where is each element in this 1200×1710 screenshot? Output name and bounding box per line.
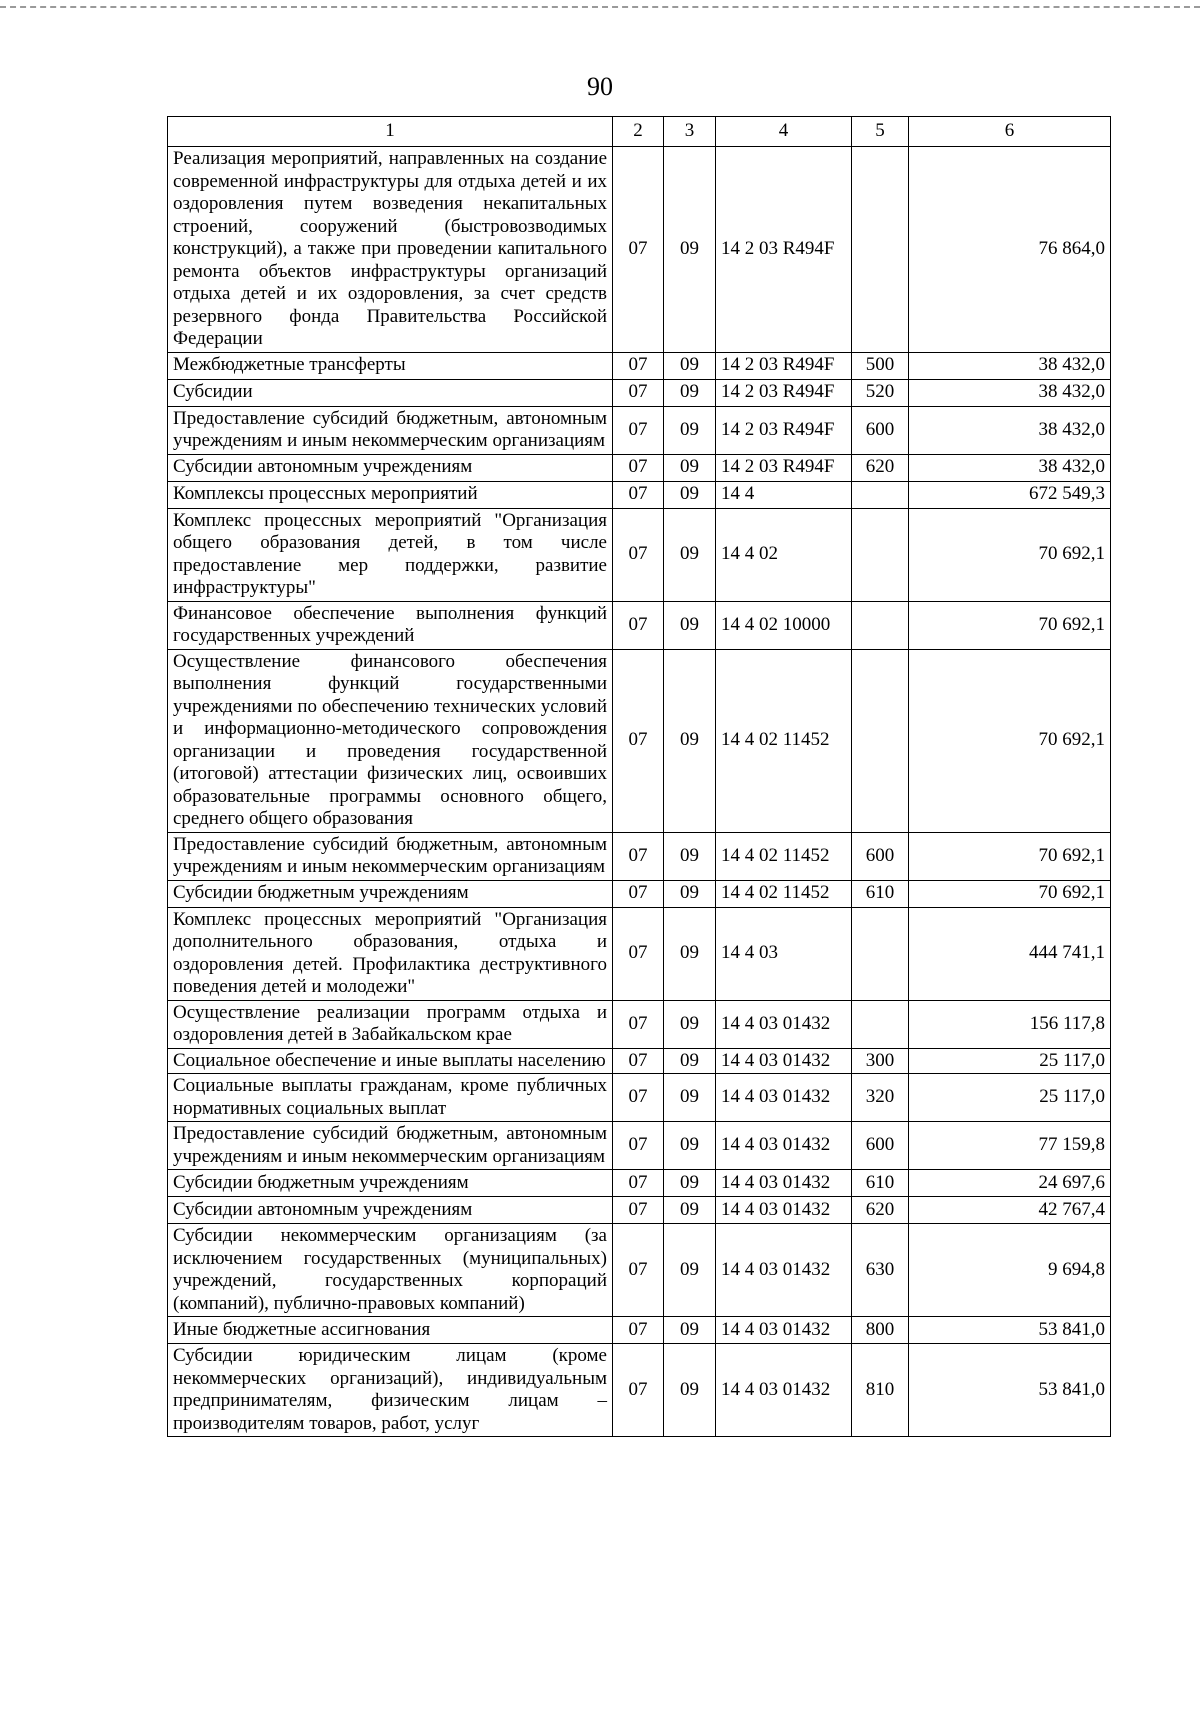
- row-subsection-cell: 09: [664, 1344, 716, 1437]
- row-section-cell: 07: [613, 1197, 664, 1224]
- row-expense-type-cell: 600: [852, 832, 909, 880]
- row-name-cell: Предоставление субсидий бюджетным, автономным учреждениям и иным некоммерческим организациям: [168, 1122, 613, 1170]
- row-subsection-cell: 09: [664, 1317, 716, 1344]
- page-number: 90: [587, 72, 613, 101]
- row-expense-type-cell: 520: [852, 379, 909, 406]
- row-target-article-cell: 14 2 03 R494F: [716, 147, 852, 353]
- row-name-cell: Финансовое обеспечение выполнения функций государственных учреждений: [168, 601, 613, 649]
- row-amount-cell: 38 432,0: [909, 406, 1111, 454]
- table-row: [168, 406, 1111, 454]
- table-row: [168, 1197, 1111, 1224]
- row-name-cell: Социальное обеспечение и иные выплаты населению: [168, 1048, 613, 1074]
- budget-table-body: [168, 117, 1111, 1437]
- row-target-article-cell: 14 2 03 R494F: [716, 406, 852, 454]
- table-row: [168, 508, 1111, 601]
- header-cell-2: 2: [613, 117, 664, 147]
- row-name-cell: Межбюджетные трансферты: [168, 352, 613, 379]
- top-border-line: [0, 6, 1200, 8]
- table-row: [168, 454, 1111, 481]
- row-subsection-cell: 09: [664, 481, 716, 508]
- row-section-cell: 07: [613, 907, 664, 1000]
- table-row: [168, 147, 1111, 353]
- row-amount-cell: 42 767,4: [909, 1197, 1111, 1224]
- row-section-cell: 07: [613, 1000, 664, 1048]
- row-name-cell: Субсидии некоммерческим организациям (за исключением государственных (муниципальных) учреждений, государственных корпораций (компаний), публично-правовых компаний): [168, 1224, 613, 1317]
- row-section-cell: 07: [613, 379, 664, 406]
- row-amount-cell: 70 692,1: [909, 649, 1111, 832]
- row-amount-cell: 25 117,0: [909, 1048, 1111, 1074]
- row-amount-cell: 9 694,8: [909, 1224, 1111, 1317]
- header-cell-5: 5: [852, 117, 909, 147]
- row-name-cell: Комплекс процессных мероприятий "Организация общего образования детей, в том числе предоставление мер поддержки, развитие инфраструктуры": [168, 508, 613, 601]
- row-target-article-cell: 14 4 02 11452: [716, 832, 852, 880]
- table-row: [168, 1074, 1111, 1122]
- row-target-article-cell: 14 4 03 01432: [716, 1048, 852, 1074]
- row-amount-cell: 25 117,0: [909, 1074, 1111, 1122]
- row-expense-type-cell: 600: [852, 406, 909, 454]
- table-row: [168, 481, 1111, 508]
- row-target-article-cell: 14 4 02 10000: [716, 601, 852, 649]
- header-cell-3: 3: [664, 117, 716, 147]
- row-name-cell: Субсидии: [168, 379, 613, 406]
- row-expense-type-cell: [852, 907, 909, 1000]
- row-amount-cell: 70 692,1: [909, 832, 1111, 880]
- row-name-cell: Субсидии бюджетным учреждениям: [168, 880, 613, 907]
- row-name-cell: Субсидии автономным учреждениям: [168, 454, 613, 481]
- row-subsection-cell: 09: [664, 1224, 716, 1317]
- row-subsection-cell: 09: [664, 508, 716, 601]
- row-expense-type-cell: 610: [852, 1170, 909, 1197]
- row-amount-cell: 53 841,0: [909, 1317, 1111, 1344]
- row-amount-cell: 70 692,1: [909, 880, 1111, 907]
- table-header-row: [168, 117, 1111, 147]
- row-target-article-cell: 14 4 03 01432: [716, 1170, 852, 1197]
- row-section-cell: 07: [613, 1224, 664, 1317]
- row-target-article-cell: 14 4 03: [716, 907, 852, 1000]
- row-subsection-cell: 09: [664, 1170, 716, 1197]
- row-name-cell: Реализация мероприятий, направленных на создание современной инфраструктуры для отдыха детей и их оздоровления путем возведения некапитальных строений, сооружений (быстровозводимых конструкций), а также при проведении капитального ремонта объектов инфраструктуры организаций отдыха детей и их оздоровления, за счет средств резервного фонда Правительства Российской Федерации: [168, 147, 613, 353]
- budget-table: [167, 116, 1111, 1437]
- table-row: [168, 1122, 1111, 1170]
- row-name-cell: Предоставление субсидий бюджетным, автономным учреждениям и иным некоммерческим организациям: [168, 406, 613, 454]
- row-subsection-cell: 09: [664, 1074, 716, 1122]
- row-target-article-cell: 14 4 03 01432: [716, 1074, 852, 1122]
- row-target-article-cell: 14 4: [716, 481, 852, 508]
- row-section-cell: 07: [613, 832, 664, 880]
- row-section-cell: 07: [613, 454, 664, 481]
- row-target-article-cell: 14 4 03 01432: [716, 1000, 852, 1048]
- row-name-cell: Субсидии юридическим лицам (кроме некоммерческих организаций), индивидуальным предпринимателям, физическим лицам – производителям товаров, работ, услуг: [168, 1344, 613, 1437]
- row-section-cell: 07: [613, 352, 664, 379]
- row-name-cell: Социальные выплаты гражданам, кроме публичных нормативных социальных выплат: [168, 1074, 613, 1122]
- row-subsection-cell: 09: [664, 880, 716, 907]
- row-subsection-cell: 09: [664, 649, 716, 832]
- row-subsection-cell: 09: [664, 352, 716, 379]
- row-amount-cell: 672 549,3: [909, 481, 1111, 508]
- row-expense-type-cell: 600: [852, 1122, 909, 1170]
- table-row: [168, 1317, 1111, 1344]
- row-expense-type-cell: 620: [852, 454, 909, 481]
- table-row: [168, 1048, 1111, 1074]
- row-subsection-cell: 09: [664, 379, 716, 406]
- row-expense-type-cell: [852, 481, 909, 508]
- row-expense-type-cell: 300: [852, 1048, 909, 1074]
- row-subsection-cell: 09: [664, 1000, 716, 1048]
- row-section-cell: 07: [613, 1048, 664, 1074]
- table-row: [168, 379, 1111, 406]
- row-subsection-cell: 09: [664, 907, 716, 1000]
- row-expense-type-cell: 800: [852, 1317, 909, 1344]
- row-amount-cell: 70 692,1: [909, 508, 1111, 601]
- row-section-cell: 07: [613, 508, 664, 601]
- row-target-article-cell: 14 4 03 01432: [716, 1344, 852, 1437]
- row-section-cell: 07: [613, 147, 664, 353]
- row-subsection-cell: 09: [664, 1048, 716, 1074]
- table-row: [168, 352, 1111, 379]
- table-row: [168, 1224, 1111, 1317]
- row-subsection-cell: 09: [664, 1122, 716, 1170]
- row-amount-cell: 38 432,0: [909, 454, 1111, 481]
- row-section-cell: 07: [613, 481, 664, 508]
- row-name-cell: Субсидии автономным учреждениям: [168, 1197, 613, 1224]
- row-target-article-cell: 14 4 03 01432: [716, 1197, 852, 1224]
- row-target-article-cell: 14 2 03 R494F: [716, 454, 852, 481]
- row-amount-cell: 77 159,8: [909, 1122, 1111, 1170]
- row-amount-cell: 76 864,0: [909, 147, 1111, 353]
- row-expense-type-cell: 620: [852, 1197, 909, 1224]
- row-expense-type-cell: 500: [852, 352, 909, 379]
- row-section-cell: 07: [613, 601, 664, 649]
- row-amount-cell: 38 432,0: [909, 352, 1111, 379]
- table-row: [168, 907, 1111, 1000]
- row-section-cell: 07: [613, 880, 664, 907]
- table-row: [168, 880, 1111, 907]
- row-subsection-cell: 09: [664, 832, 716, 880]
- row-section-cell: 07: [613, 1317, 664, 1344]
- row-target-article-cell: 14 4 03 01432: [716, 1317, 852, 1344]
- row-amount-cell: 24 697,6: [909, 1170, 1111, 1197]
- row-section-cell: 07: [613, 406, 664, 454]
- row-amount-cell: 70 692,1: [909, 601, 1111, 649]
- row-target-article-cell: 14 4 02 11452: [716, 649, 852, 832]
- row-name-cell: Субсидии бюджетным учреждениям: [168, 1170, 613, 1197]
- row-amount-cell: 38 432,0: [909, 379, 1111, 406]
- row-section-cell: 07: [613, 649, 664, 832]
- row-expense-type-cell: [852, 1000, 909, 1048]
- row-name-cell: Комплексы процессных мероприятий: [168, 481, 613, 508]
- header-cell-4: 4: [716, 117, 852, 147]
- row-expense-type-cell: 320: [852, 1074, 909, 1122]
- row-target-article-cell: 14 4 03 01432: [716, 1122, 852, 1170]
- row-expense-type-cell: [852, 601, 909, 649]
- row-amount-cell: 53 841,0: [909, 1344, 1111, 1437]
- row-section-cell: 07: [613, 1170, 664, 1197]
- row-section-cell: 07: [613, 1074, 664, 1122]
- row-amount-cell: 444 741,1: [909, 907, 1111, 1000]
- row-subsection-cell: 09: [664, 601, 716, 649]
- row-name-cell: Комплекс процессных мероприятий "Организация дополнительного образования, отдыха и оздоровления детей. Профилактика деструктивного поведения детей и молодежи": [168, 907, 613, 1000]
- table-row: [168, 649, 1111, 832]
- row-name-cell: Иные бюджетные ассигнования: [168, 1317, 613, 1344]
- row-section-cell: 07: [613, 1122, 664, 1170]
- row-target-article-cell: 14 4 02: [716, 508, 852, 601]
- row-expense-type-cell: 810: [852, 1344, 909, 1437]
- row-amount-cell: 156 117,8: [909, 1000, 1111, 1048]
- table-row: [168, 1000, 1111, 1048]
- table-row: [168, 832, 1111, 880]
- row-expense-type-cell: [852, 147, 909, 353]
- row-subsection-cell: 09: [664, 454, 716, 481]
- row-name-cell: Осуществление реализации программ отдыха и оздоровления детей в Забайкальском крае: [168, 1000, 613, 1048]
- table-row: [168, 601, 1111, 649]
- row-subsection-cell: 09: [664, 1197, 716, 1224]
- row-expense-type-cell: [852, 649, 909, 832]
- row-target-article-cell: 14 4 03 01432: [716, 1224, 852, 1317]
- row-section-cell: 07: [613, 1344, 664, 1437]
- header-cell-6: 6: [909, 117, 1111, 147]
- row-target-article-cell: 14 2 03 R494F: [716, 352, 852, 379]
- table-row: [168, 1170, 1111, 1197]
- header-cell-1: 1: [168, 117, 613, 147]
- row-name-cell: Предоставление субсидий бюджетным, автономным учреждениям и иным некоммерческим организациям: [168, 832, 613, 880]
- table-row: [168, 1344, 1111, 1437]
- row-target-article-cell: 14 2 03 R494F: [716, 379, 852, 406]
- row-target-article-cell: 14 4 02 11452: [716, 880, 852, 907]
- row-expense-type-cell: [852, 508, 909, 601]
- row-name-cell: Осуществление финансового обеспечения выполнения функций государственными учреждениями по обеспечению технических условий и информационно-методического сопровождения организации и проведения государственной (итоговой) аттестации физических лиц, освоивших образовательные программы основного общего, среднего общего образования: [168, 649, 613, 832]
- row-subsection-cell: 09: [664, 406, 716, 454]
- row-subsection-cell: 09: [664, 147, 716, 353]
- row-expense-type-cell: 610: [852, 880, 909, 907]
- row-expense-type-cell: 630: [852, 1224, 909, 1317]
